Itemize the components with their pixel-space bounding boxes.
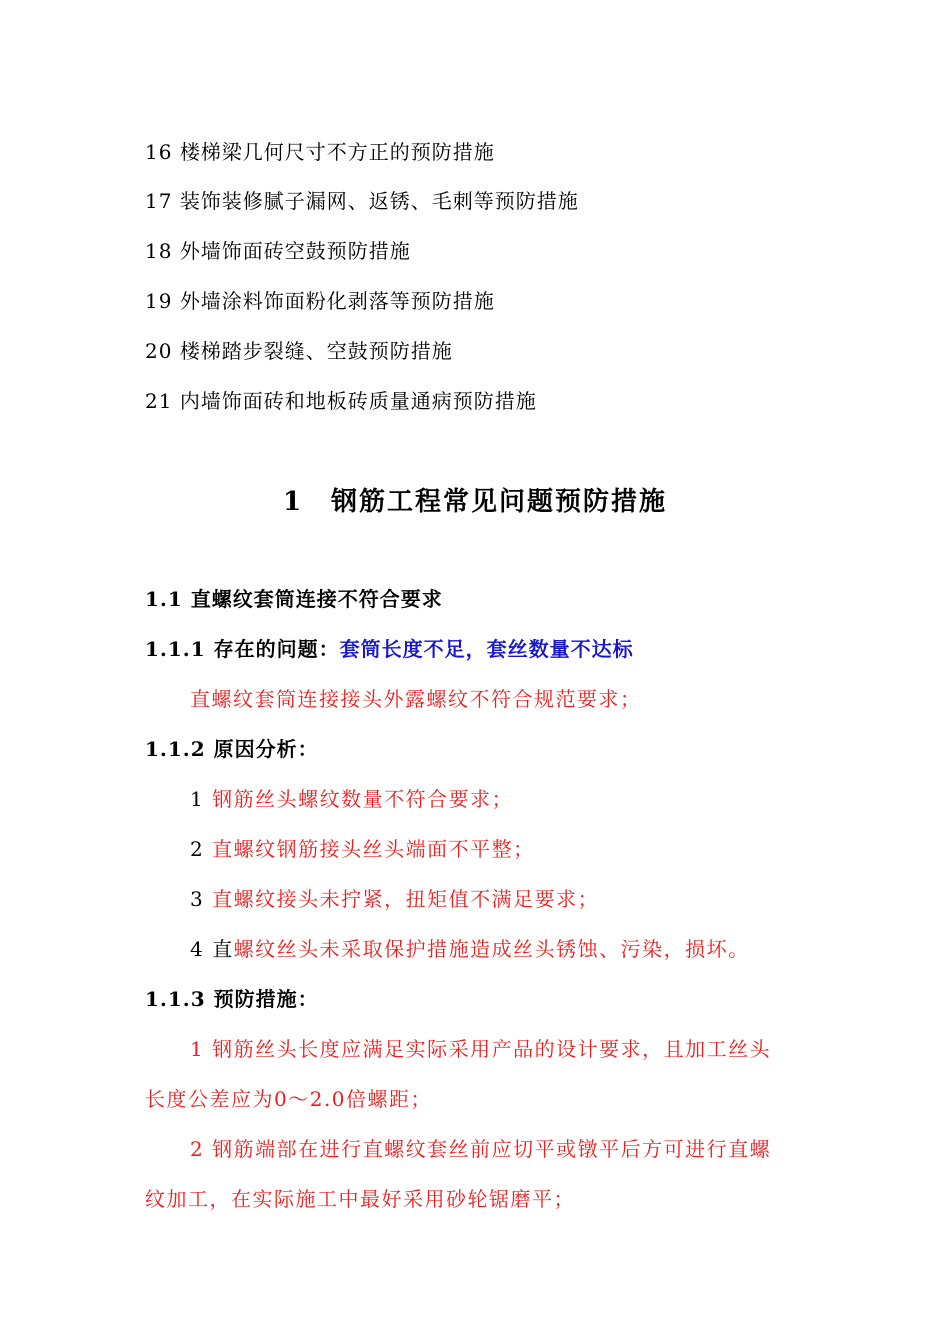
toc-number: 18 <box>145 239 173 263</box>
cause-label: 原因分析： <box>213 737 319 761</box>
item-prefix: 直 <box>212 937 234 961</box>
item-text: 螺纹丝头未采取保护措施造成丝头锈蚀、污染，损坏。 <box>233 937 750 961</box>
measure-line: 纹加工，在实际施工中最好采用砂轮锯磨平； <box>145 1187 575 1211</box>
toc-number: 16 <box>145 140 173 164</box>
section-number: 1.1 <box>145 587 183 611</box>
item-text: 直螺纹钢筋接头丝头端面不平整； <box>212 837 535 861</box>
toc-number: 17 <box>145 189 173 213</box>
toc-item <box>145 237 411 265</box>
item-text: 钢筋丝头螺纹数量不符合要求； <box>212 787 514 811</box>
item-number: 2 <box>190 837 205 861</box>
toc-text: 外墙涂料饰面粉化剥落等预防措施 <box>179 289 495 313</box>
measures-heading <box>145 985 319 1013</box>
toc-number: 19 <box>145 289 173 313</box>
item-number: 1 <box>190 787 205 811</box>
toc-text: 装饰装修腻子漏网、返锈、毛刺等预防措施 <box>179 189 579 213</box>
problem-detail: 直螺纹套筒连接接头外露螺纹不符合规范要求； <box>190 687 642 711</box>
chapter-number: 1 <box>282 487 304 517</box>
chapter-heading <box>0 485 950 519</box>
toc-number: 20 <box>145 339 173 363</box>
toc-item <box>145 337 453 365</box>
measure-line: 2 钢筋端部在进行直螺纹套丝前应切平或镦平后方可进行直螺 <box>190 1137 772 1161</box>
cause-heading <box>145 735 319 763</box>
section-title: 直螺纹套筒连接不符合要求 <box>190 587 443 611</box>
toc-text: 外墙饰面砖空鼓预防措施 <box>179 239 411 263</box>
toc-text: 内墙饰面砖和地板砖质量通病预防措施 <box>179 389 537 413</box>
measures-label: 预防措施： <box>213 987 319 1011</box>
toc-text: 楼梯踏步裂缝、空鼓预防措施 <box>179 339 453 363</box>
measure-line: 1 钢筋丝头长度应满足实际采用产品的设计要求，且加工丝头 <box>190 1037 772 1061</box>
cause-item <box>190 835 535 863</box>
problem-label: 存在的问题： <box>213 637 340 661</box>
item-number: 3 <box>190 887 205 911</box>
problem-summary: 套筒长度不足，套丝数量不达标 <box>339 637 634 661</box>
cause-item <box>190 785 513 813</box>
toc-item <box>145 138 495 166</box>
toc-number: 21 <box>145 389 173 413</box>
cause-item <box>190 885 599 913</box>
item-text: 直螺纹接头未拧紧，扭矩值不满足要求； <box>212 887 600 911</box>
measure-line: 长度公差应为0～2.0倍螺距； <box>145 1087 433 1111</box>
chapter-title: 钢筋工程常见问题预防措施 <box>331 487 668 517</box>
toc-item <box>145 287 495 315</box>
problem-number: 1.1.1 <box>145 637 206 661</box>
problem-heading <box>145 635 634 663</box>
toc-item <box>145 387 537 415</box>
cause-item <box>190 935 750 963</box>
toc-text: 楼梯梁几何尺寸不方正的预防措施 <box>179 140 495 164</box>
measures-number: 1.1.3 <box>145 987 206 1011</box>
toc-item <box>145 187 579 215</box>
cause-number: 1.1.2 <box>145 737 206 761</box>
section-heading <box>145 585 443 613</box>
item-number: 4 <box>190 937 205 961</box>
